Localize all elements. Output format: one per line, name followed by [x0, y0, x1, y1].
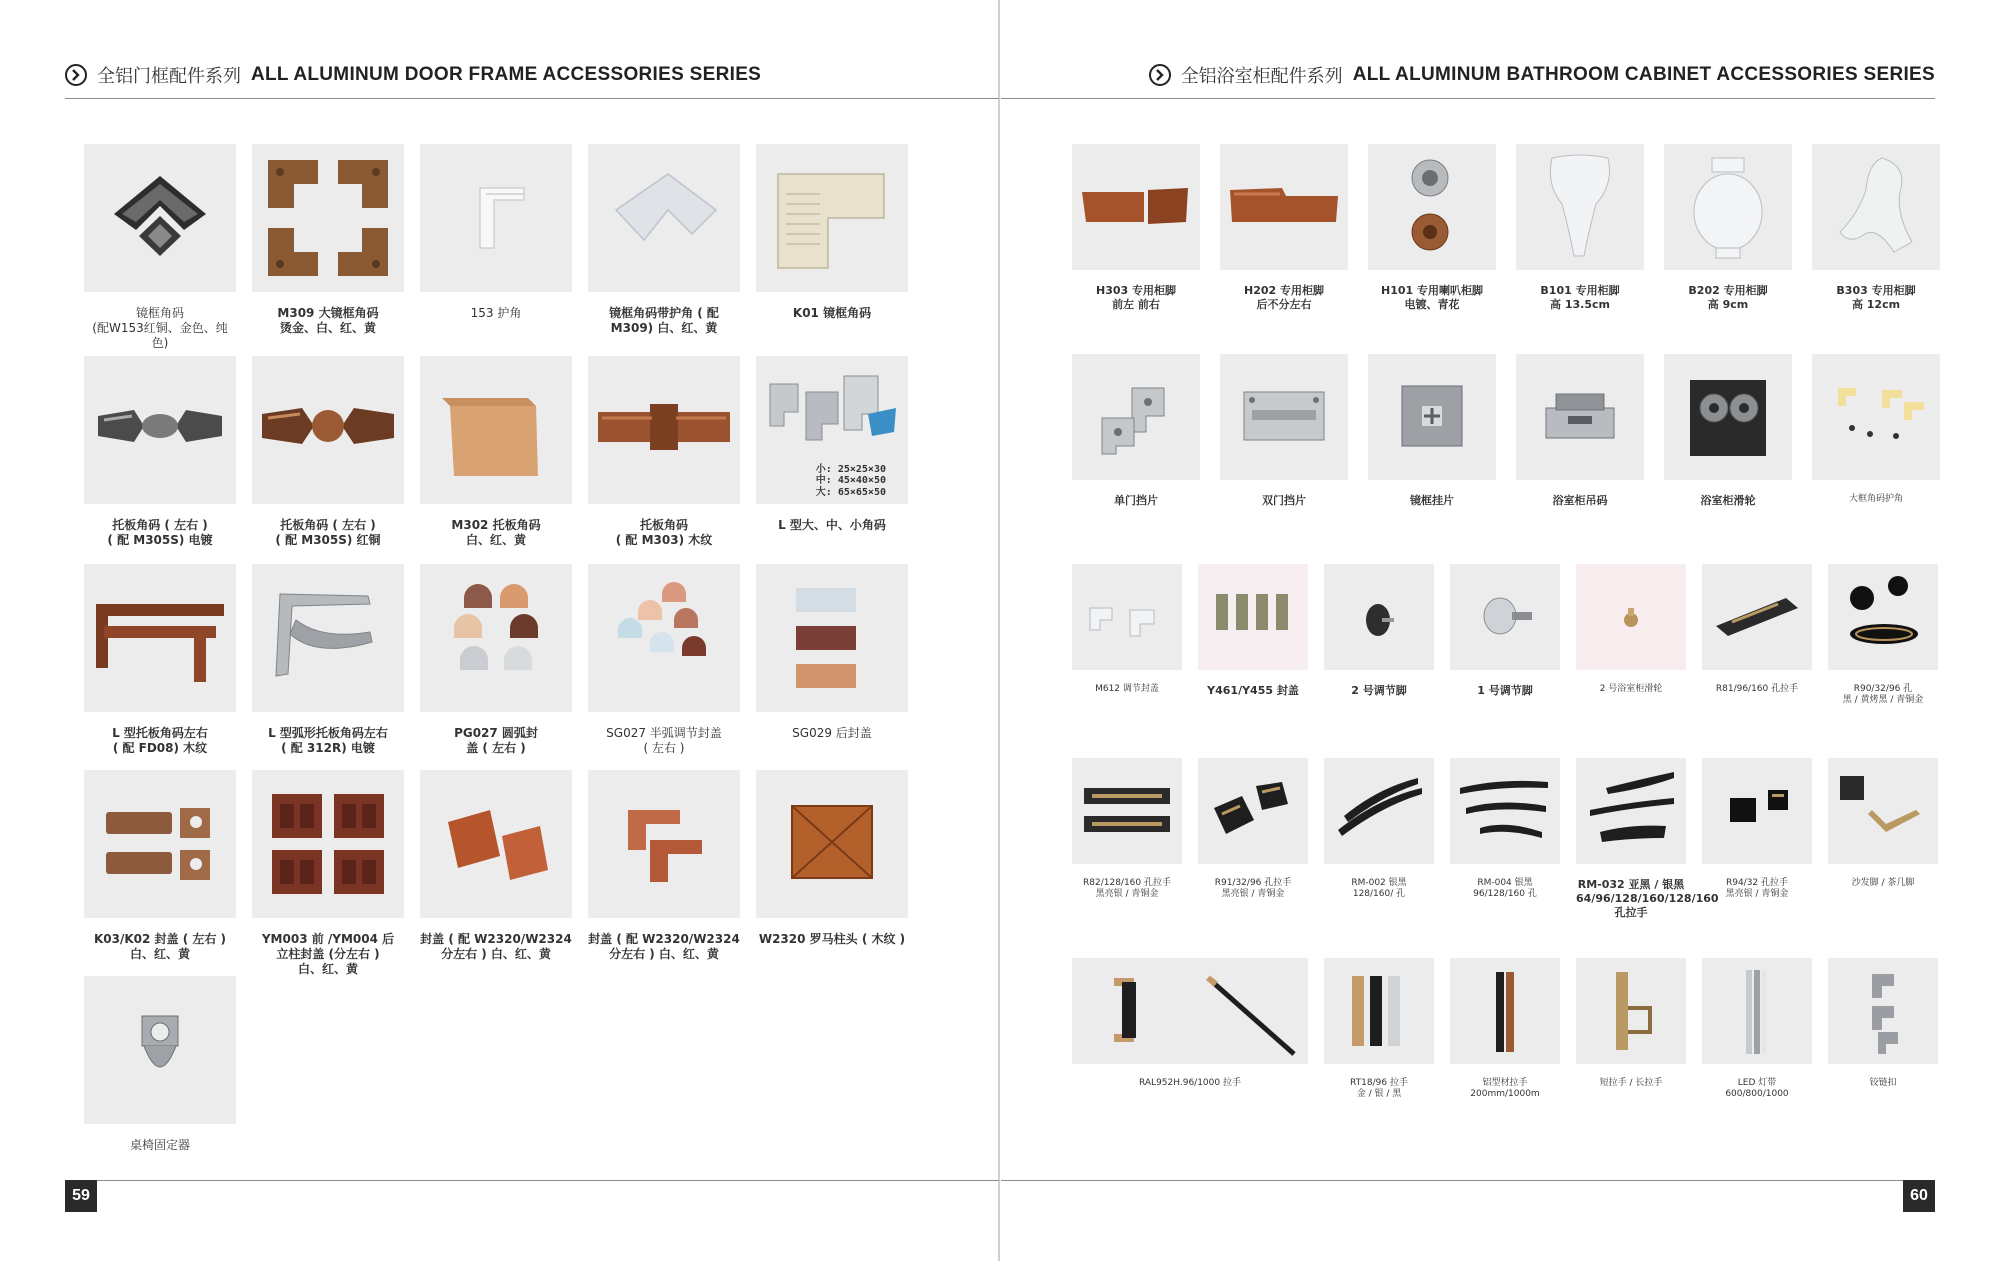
product-image [1072, 958, 1308, 1064]
product-image [588, 564, 740, 712]
right-footer-rule [1001, 1180, 1935, 1181]
product-caption: B101 专用柜脚 高 13.5cm [1540, 284, 1620, 311]
product-item [1324, 758, 1434, 901]
left-page [0, 0, 999, 1261]
product-item [252, 564, 404, 756]
product-image [84, 770, 236, 918]
product-image [1828, 564, 1938, 670]
product-item [420, 770, 572, 962]
size-spec-text: 小: 25×25×30 中: 45×40×50 大: 65×65×50 [815, 463, 886, 498]
product-caption: K03/K02 封盖 ( 左右 ) 白、红、黄 [93, 932, 227, 961]
product-image [756, 144, 908, 292]
product-image [1702, 958, 1812, 1064]
product-item [1702, 564, 1812, 695]
product-caption: K01 镜框角码 [792, 306, 872, 320]
product-image [1324, 958, 1434, 1064]
product-item [1072, 354, 1200, 508]
product-caption: R91/32/96 孔拉手 黑亮银 / 青铜金 [1214, 878, 1292, 900]
product-caption: 封盖 ( 配 W2320/W2324 分左右 ) 白、红、黄 [588, 932, 740, 961]
product-caption: R94/32 孔拉手 黑亮银 / 青铜金 [1725, 878, 1789, 900]
product-caption: 单门挡片 [1114, 494, 1158, 507]
product-image [1072, 564, 1182, 670]
product-item [1198, 758, 1308, 901]
product-caption: R81/96/160 孔拉手 [1715, 684, 1799, 694]
product-item [1664, 144, 1792, 312]
product-caption: YM003 前 /YM004 后 立柱封盖 (分左右 ) 白、红、黄 [261, 932, 395, 976]
product-item [1664, 354, 1792, 508]
product-caption: LED 灯带 600/800/1000 [1725, 1078, 1789, 1100]
product-image [420, 144, 572, 292]
product-image [252, 564, 404, 712]
product-item [252, 144, 404, 336]
product-item [756, 564, 908, 741]
product-image [252, 356, 404, 504]
product-caption: 托板角码 ( 配 M303) 木纹 [615, 518, 713, 547]
product-caption: 托板角码 ( 左右 ) ( 配 M305S) 电镀 [107, 518, 213, 547]
product-item [1220, 354, 1348, 508]
product-image [1664, 144, 1792, 270]
product-caption: RM-032 亚黑 / 银黑 64/96/128/160/128/160 孔拉手 [1576, 878, 1719, 919]
product-item [84, 356, 236, 548]
product-caption: PG027 圆弧封 盖 ( 左右 ) [454, 726, 538, 755]
product-caption: H303 专用柜脚 前左 前右 [1096, 284, 1176, 311]
product-caption: 镜框挂片 [1410, 494, 1454, 507]
product-item [588, 564, 740, 756]
product-item [1198, 564, 1308, 698]
product-image [1324, 564, 1434, 670]
page-number: 60 [1903, 1180, 1935, 1212]
product-caption: L 型弧形托板角码左右 ( 配 312R) 电镀 [268, 726, 388, 755]
product-image [1812, 354, 1940, 480]
product-image [1072, 354, 1200, 480]
product-item [588, 356, 740, 548]
product-image [1368, 144, 1496, 270]
product-image [1220, 144, 1348, 270]
product-item [1324, 564, 1434, 698]
product-item [1072, 958, 1308, 1089]
product-caption: 大框角码护角 [1848, 494, 1903, 504]
product-caption: 铰链扣 [1869, 1078, 1897, 1088]
product-image [756, 356, 908, 504]
product-caption: 封盖 ( 配 W2320/W2324 分左右 ) 白、红、黄 [420, 932, 572, 961]
product-item [252, 770, 404, 977]
product-image [420, 356, 572, 504]
product-item [756, 356, 908, 533]
product-image [1828, 958, 1938, 1064]
product-caption: B202 专用柜脚 高 9cm [1688, 284, 1768, 311]
product-image [1450, 958, 1560, 1064]
product-image [252, 144, 404, 292]
product-caption: R82/128/160 孔拉手 黑亮银 / 青铜金 [1083, 878, 1171, 900]
product-item [588, 770, 740, 962]
product-item [1324, 958, 1434, 1101]
product-item [756, 770, 908, 947]
product-image [1450, 758, 1560, 864]
product-image [1516, 144, 1644, 270]
product-image [84, 976, 236, 1124]
product-item [1702, 758, 1812, 901]
product-image [1198, 564, 1308, 670]
product-caption: 双门挡片 [1262, 494, 1306, 507]
product-caption: 1 号调节脚 [1477, 684, 1533, 697]
product-item [84, 144, 236, 351]
product-item [1220, 144, 1348, 312]
product-caption: 浴室柜吊码 [1552, 494, 1608, 507]
product-item [252, 356, 404, 548]
product-image [1072, 758, 1182, 864]
chevron-right-circle-icon [65, 64, 87, 86]
product-item [420, 144, 572, 321]
product-caption: H101 专用喇叭柜脚 电镀、青花 [1381, 284, 1483, 311]
product-image [756, 770, 908, 918]
product-item [420, 564, 572, 756]
product-image [1450, 564, 1560, 670]
product-image [1828, 758, 1938, 864]
right-header-rule [1001, 98, 1935, 99]
product-caption: 沙发脚 / 茶几脚 [1851, 878, 1915, 888]
product-image [588, 356, 740, 504]
product-image [1072, 144, 1200, 270]
product-caption: L 型托板角码左右 ( 配 FD08) 木纹 [112, 726, 208, 755]
right-title-zh: 全铝浴室柜配件系列 [1180, 66, 1343, 87]
product-caption: W2320 罗马柱头 ( 木纹 ) [758, 932, 906, 946]
product-item [1368, 354, 1496, 508]
chevron-right-circle-icon [1149, 64, 1171, 86]
product-caption: M309 大镜框角码 烫金、白、红、黄 [277, 306, 379, 335]
product-image [1576, 958, 1686, 1064]
product-caption: SG029 后封盖 [792, 726, 872, 740]
product-item [756, 144, 908, 321]
product-item [1812, 354, 1940, 505]
product-caption: Y461/Y455 封盖 [1207, 684, 1299, 697]
product-item [84, 564, 236, 756]
product-caption: 153 护角 [470, 306, 522, 320]
product-item [1576, 958, 1686, 1089]
product-image [1324, 758, 1434, 864]
right-page [1001, 0, 2000, 1261]
product-image [420, 770, 572, 918]
product-item [1450, 564, 1560, 698]
product-caption: 镜框角码带护角 ( 配 M309) 白、红、黄 [609, 306, 719, 335]
product-item [1576, 564, 1686, 695]
product-caption: RM-004 银黑 96/128/160 孔 [1473, 878, 1537, 900]
product-image [1576, 758, 1686, 864]
product-item [1450, 758, 1560, 901]
product-image [420, 564, 572, 712]
product-item [1072, 758, 1182, 901]
product-caption: 镜框角码 (配W153红铜、金色、纯色) [92, 306, 228, 350]
product-image [1576, 564, 1686, 670]
product-image [1220, 354, 1348, 480]
product-item [84, 976, 236, 1153]
product-image [1664, 354, 1792, 480]
product-item [420, 356, 572, 548]
product-caption: L 型大、中、小角码 [778, 518, 886, 532]
product-caption: M302 托板角码 白、红、黄 [451, 518, 541, 547]
product-item [1828, 564, 1938, 707]
product-image [1198, 758, 1308, 864]
product-image [84, 564, 236, 712]
product-caption: 桌椅固定器 [129, 1138, 190, 1152]
product-image [588, 770, 740, 918]
product-caption: RAL952H.96/1000 拉手 [1139, 1078, 1241, 1088]
product-item [1576, 758, 1719, 919]
product-item [1702, 958, 1812, 1101]
product-image [84, 144, 236, 292]
right-page-header [1149, 62, 1935, 88]
product-item [1072, 564, 1182, 695]
product-image [1812, 144, 1940, 270]
product-caption: 铝型材拉手 200mm/1000m [1470, 1078, 1540, 1100]
product-item [84, 770, 236, 962]
page-number: 59 [65, 1180, 97, 1212]
product-caption: 浴室柜滑轮 [1700, 494, 1756, 507]
product-caption: B303 专用柜脚 高 12cm [1836, 284, 1916, 311]
product-caption: R90/32/96 孔 黑 / 黄烤黑 / 青铜金 [1842, 684, 1924, 706]
product-item [1072, 144, 1200, 312]
product-caption: M612 调节封盖 [1095, 684, 1159, 694]
left-title-en: ALL ALUMINUM DOOR FRAME ACCESSORIES SERIES [251, 64, 762, 85]
left-page-header [65, 62, 761, 88]
product-caption: H202 专用柜脚 后不分左右 [1244, 284, 1324, 311]
product-caption: 短拉手 / 长拉手 [1599, 1078, 1663, 1088]
product-image [1368, 354, 1496, 480]
product-image [1516, 354, 1644, 480]
product-item [1828, 758, 1938, 889]
product-caption: 托板角码 ( 左右 ) ( 配 M305S) 红铜 [275, 518, 381, 547]
product-caption: 2 号调节脚 [1351, 684, 1407, 697]
product-caption: RM-002 银黑 128/160/ 孔 [1351, 878, 1407, 900]
right-title-en: ALL ALUMINUM BATHROOM CABINET ACCESSORIES SERIES [1352, 64, 1935, 85]
product-caption: RT18/96 拉手 金 / 银 / 黑 [1350, 1078, 1408, 1100]
left-footer-rule [65, 1180, 999, 1181]
product-item [1812, 144, 1940, 312]
product-item [588, 144, 740, 336]
product-image [1702, 758, 1812, 864]
product-caption: SG027 半弧调节封盖 ( 左右 ) [606, 726, 722, 755]
product-image [252, 770, 404, 918]
product-item [1828, 958, 1938, 1089]
product-image [84, 356, 236, 504]
product-image [1702, 564, 1812, 670]
left-header-rule [65, 98, 999, 99]
product-item [1368, 144, 1496, 312]
product-caption: 2 号浴室柜滑轮 [1599, 684, 1663, 694]
product-item [1450, 958, 1560, 1101]
product-image [588, 144, 740, 292]
product-image [756, 564, 908, 712]
left-title-zh: 全铝门框配件系列 [97, 66, 241, 87]
product-item [1516, 354, 1644, 508]
product-item [1516, 144, 1644, 312]
